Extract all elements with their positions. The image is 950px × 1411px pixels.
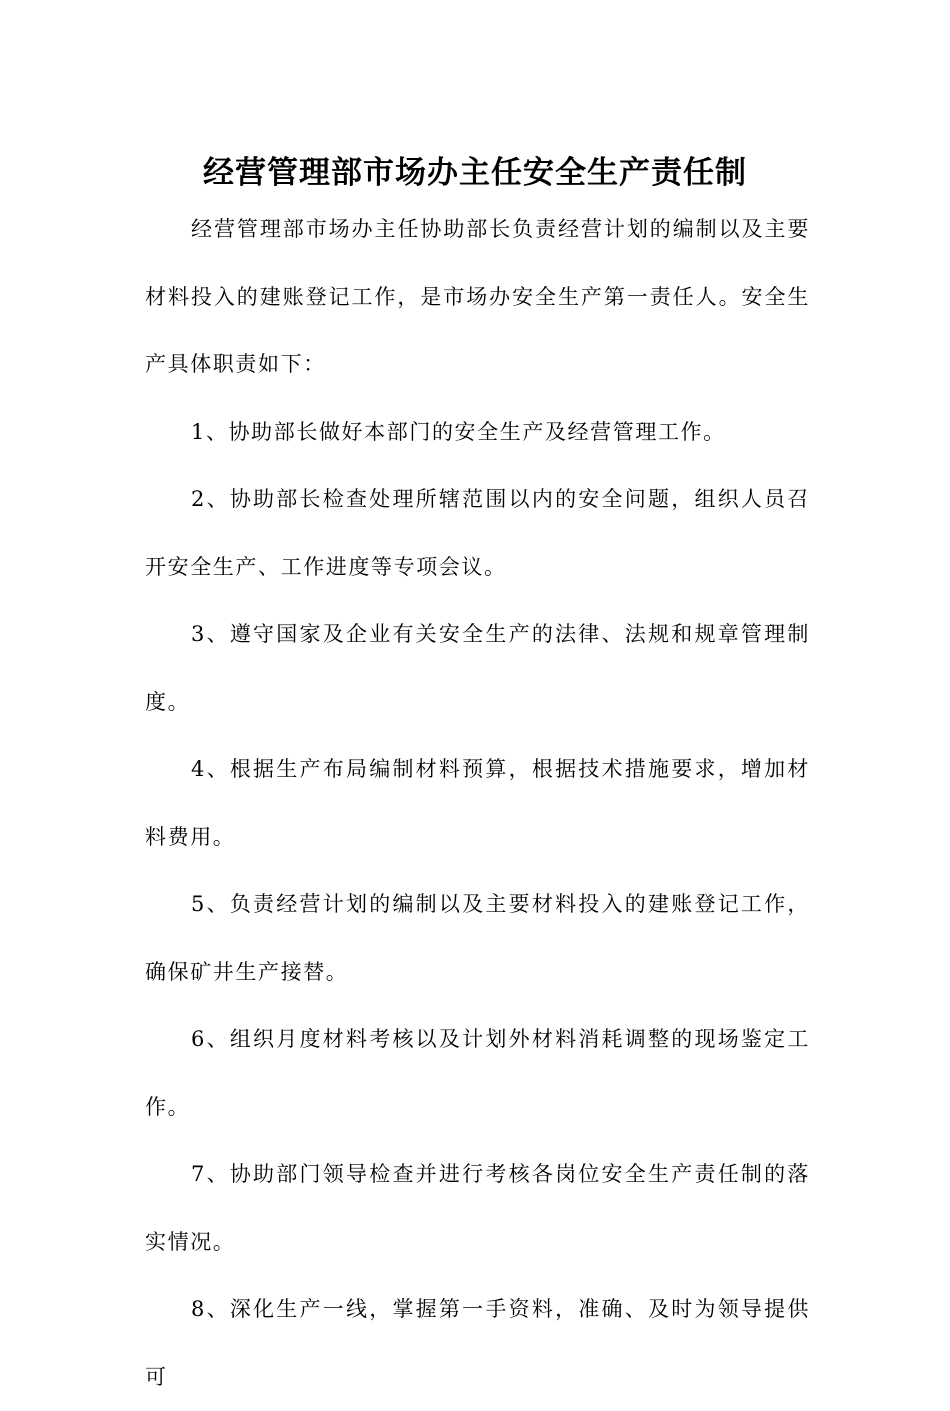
duty-item-1: 1、协助部长做好本部门的安全生产及经营管理工作。 [191, 419, 726, 444]
duty-item-5: 5、负责经营计划的编制以及主要材料投入的建账登记工作，确保矿井生产接替。 [145, 892, 810, 984]
document-title: 经营管理部市场办主任安全生产责任制 [203, 154, 747, 191]
duty-item-7: 7、协助部门领导检查并进行考核各岗位安全生产责任制的落实情况。 [145, 1162, 810, 1254]
duty-item-6: 6、组织月度材料考核以及计划外材料消耗调整的现场鉴定工作。 [145, 1027, 810, 1119]
duty-item-8: 8、深化生产一线，掌握第一手资料，准确、及时为领导提供可 [145, 1297, 810, 1389]
document-body [145, 196, 810, 1411]
duty-item-4: 4、根据生产布局编制材料预算，根据技术措施要求，增加材料费用。 [145, 757, 810, 849]
duty-item-2: 2、协助部长检查处理所辖范围以内的安全问题，组织人员召开安全生产、工作进度等专项会议。 [145, 487, 810, 579]
duty-item-3: 3、遵守国家及企业有关安全生产的法律、法规和规章管理制度。 [145, 622, 810, 714]
intro-paragraph: 经营管理部市场办主任协助部长负责经营计划的编制以及主要材料投入的建账登记工作，是市场办安全生产第一责任人。安全生产具体职责如下： [145, 217, 810, 376]
